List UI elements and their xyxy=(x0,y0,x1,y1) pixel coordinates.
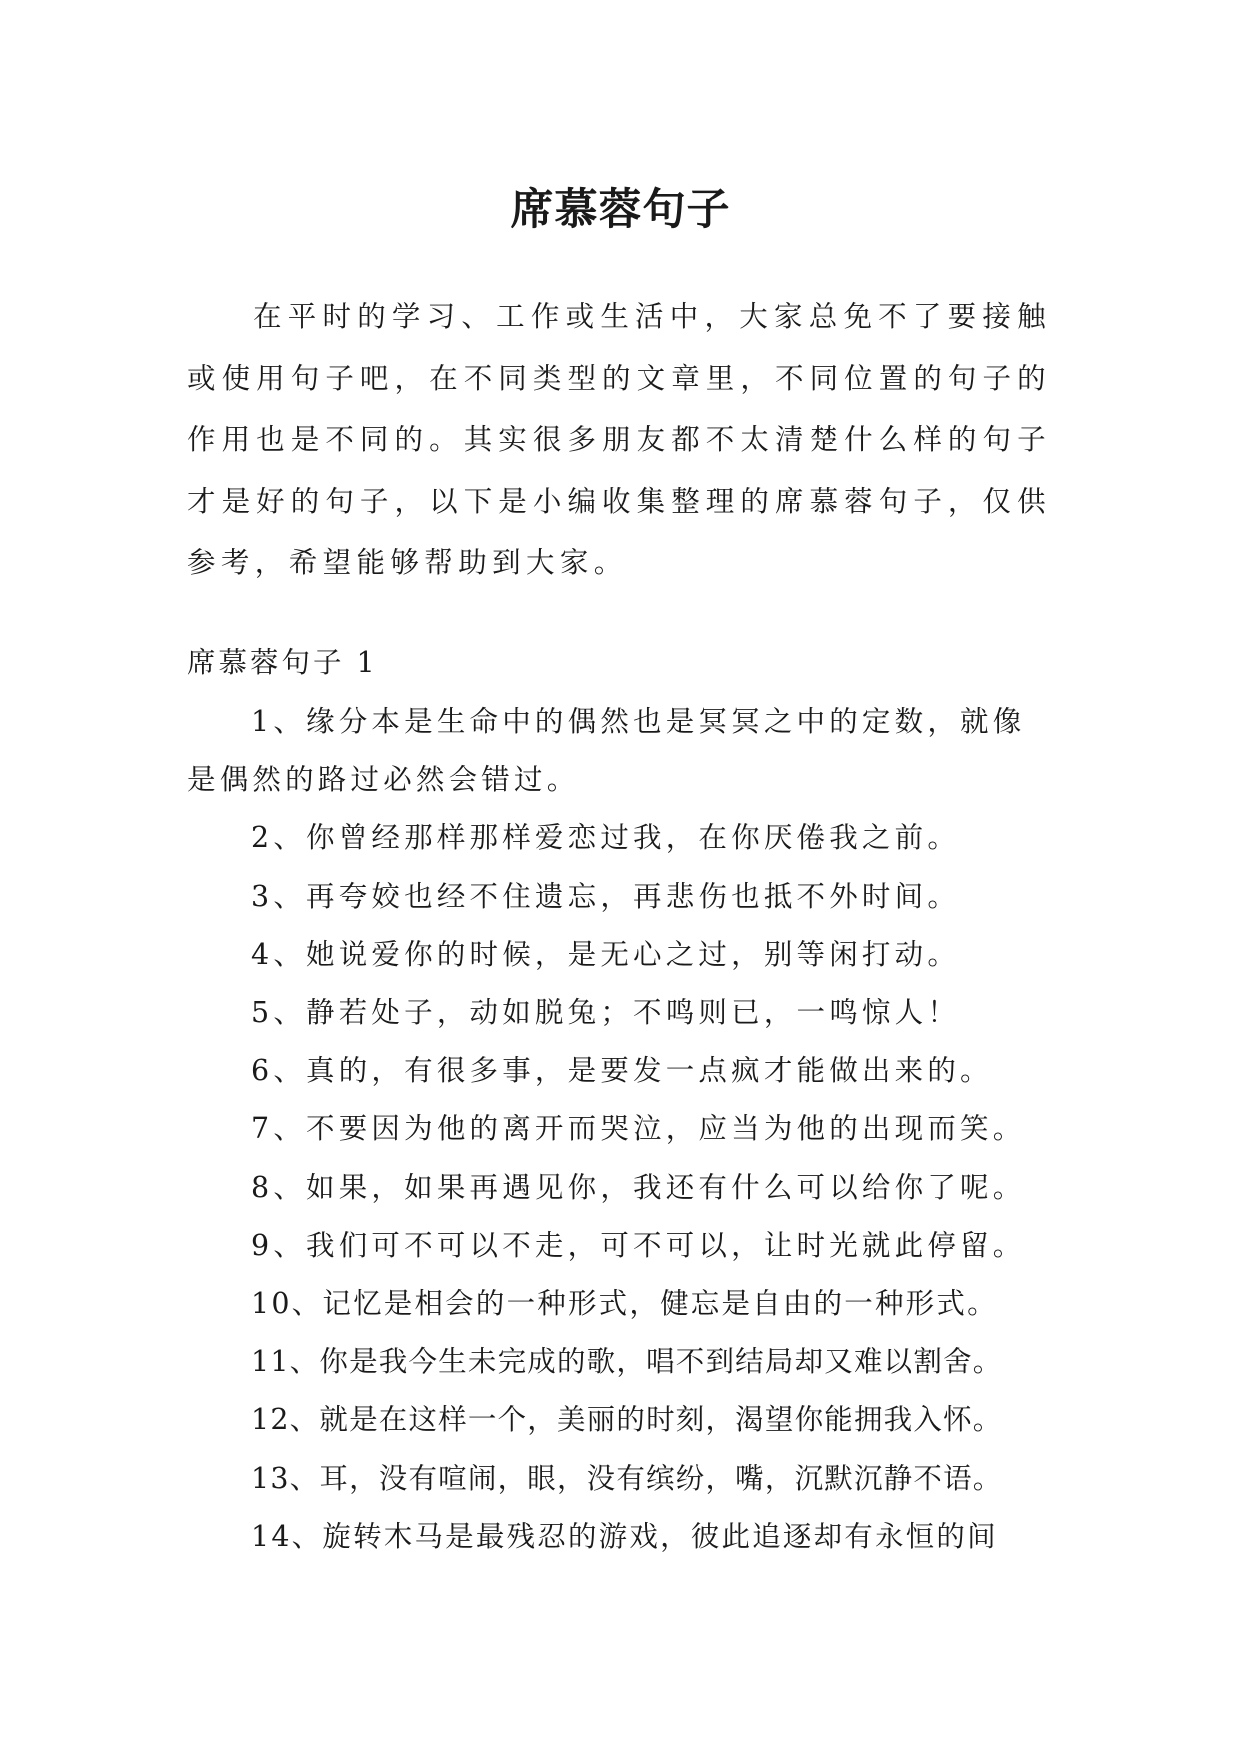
sentence-list xyxy=(187,693,1067,1566)
list-item: 14、旋转木马是最残忍的游戏，彼此追逐却有永恒的间 xyxy=(251,1519,998,1553)
list-item: 2、你曾经那样那样爱恋过我，在你厌倦我之前。 xyxy=(251,821,961,855)
list-item: 7、不要因为他的离开而哭泣，应当为他的出现而笑。 xyxy=(251,1112,1026,1146)
list-item: 3、再夸姣也经不住遗忘，再悲伤也抵不外时间。 xyxy=(251,879,961,913)
list-item: 11、你是我今生未完成的歌，唱不到结局却又难以割舍。 xyxy=(251,1345,1003,1379)
list-item: 4、她说爱你的时候，是无心之过，别等闲打动。 xyxy=(251,937,961,971)
list-item: 5、静若处子，动如脱兔；不鸣则已，一鸣惊人！ xyxy=(251,996,961,1030)
list-item: 6、真的，有很多事，是要发一点疯才能做出来的。 xyxy=(251,1054,993,1088)
intro-paragraph: 在平时的学习、工作或生活中，大家总免不了要接触或使用句子吧，在不同类型的文章里，不同位置的句子的作用也是不同的。其实很多朋友都不太清楚什么样的句子才是好的句子，以下是小编收集整理的席慕蓉句子，仅供参考，希望能够帮助到大家。 xyxy=(187,300,1051,579)
section-heading: 席慕蓉句子 1 xyxy=(187,646,378,679)
list-item: 8、如果，如果再遇见你，我还有什么可以给你了呢。 xyxy=(251,1170,1026,1204)
list-item: 12、就是在这样一个，美丽的时刻，渴望你能拥我入怀。 xyxy=(251,1403,1003,1437)
list-item: 9、我们可不可以不走，可不可以，让时光就此停留。 xyxy=(251,1228,1026,1262)
list-item: 1、缘分本是生命中的偶然也是冥冥之中的定数，就像是偶然的路过必然会错过。 xyxy=(187,705,1026,797)
list-item: 10、记忆是相会的一种形式，健忘是自由的一种形式。 xyxy=(251,1287,998,1321)
list-item: 13、耳，没有喧闹，眼，没有缤纷，嘴，沉默沉静不语。 xyxy=(251,1461,1003,1495)
page-title: 席慕蓉句子 xyxy=(510,184,731,235)
